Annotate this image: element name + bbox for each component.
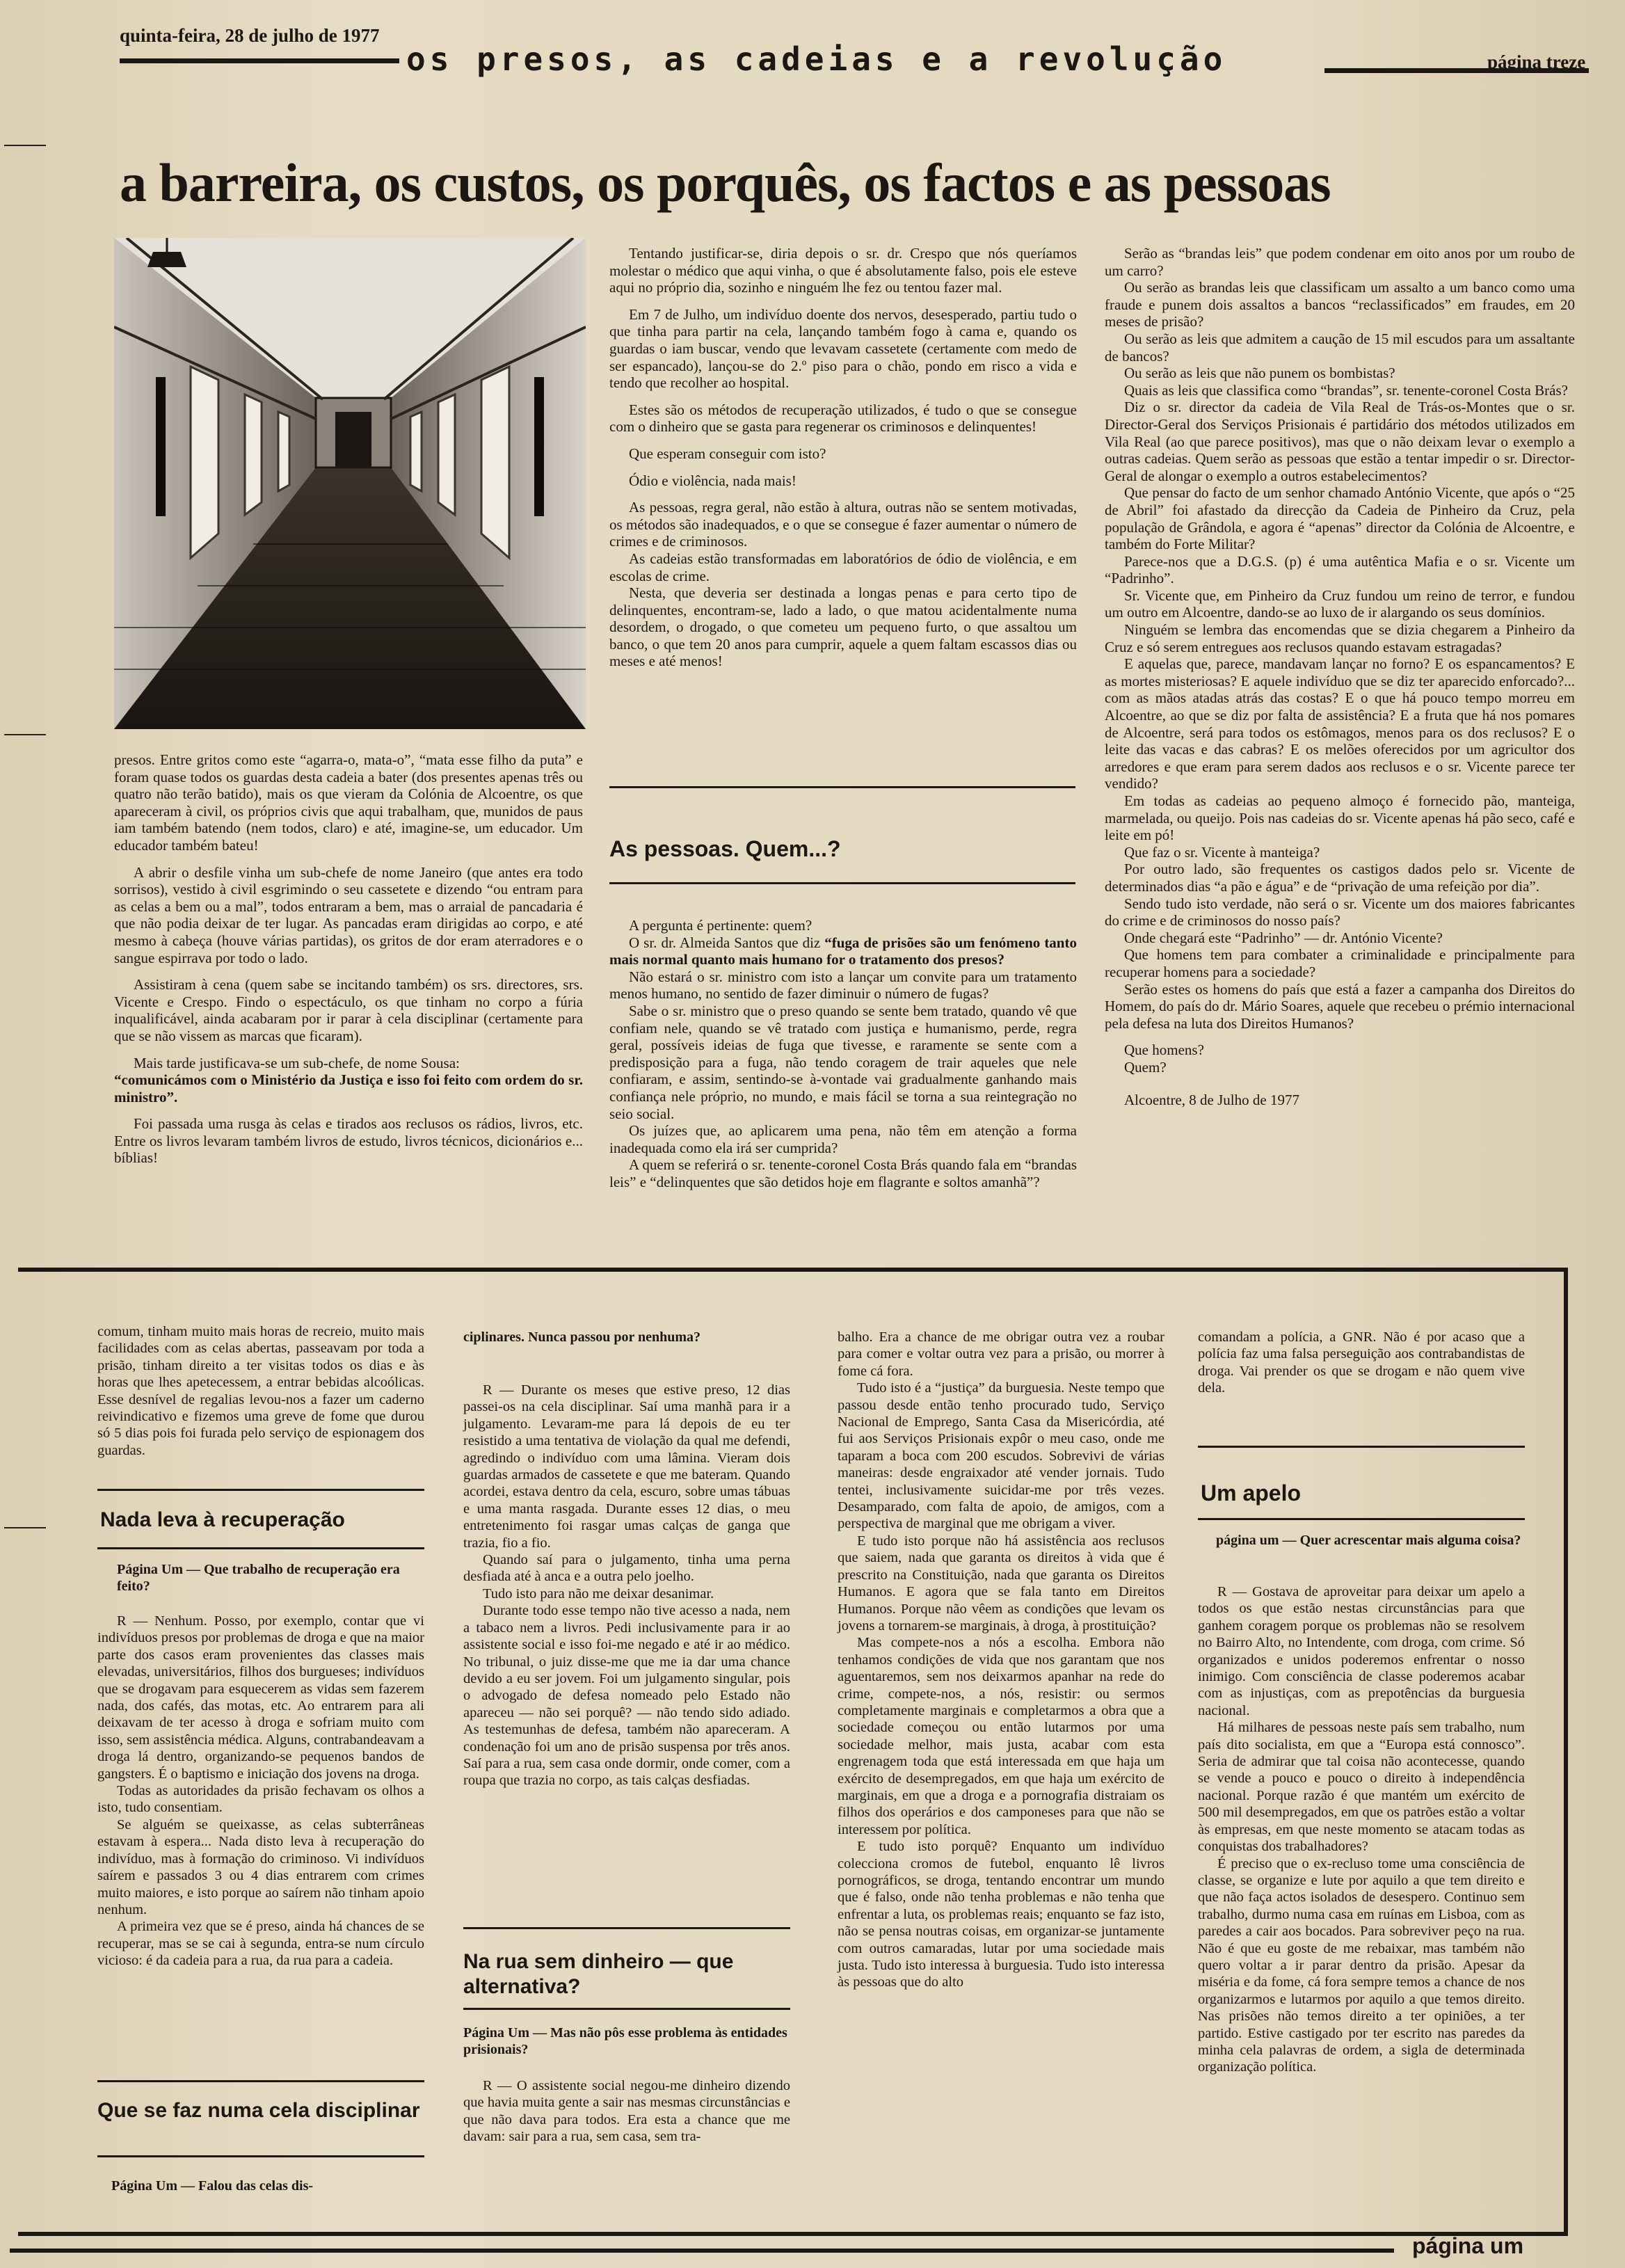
paragraph: Quem? xyxy=(1124,1058,1167,1076)
column-divider xyxy=(463,2008,790,2010)
interview-column-4 xyxy=(1198,1329,1525,1397)
paragraph: R — Nenhum. Posso, por exemplo, contar que vi indivíduos presos por problemas de droga e que na maior parte dos casos eram provenientes das classes mais elevadas, universitários, filhos dos burgueses; indivíduos que se drogavam para esquecerem as vidas sem fazerem nada, dos cafés, das motas, etc. Ao entrarem para ali deixavam de ter acesso à droga e sofriam muito com isso, sem assistência médica. Alguns, contrabandeavam a droga lá dentro, organizando-se pequenos bandos de gangsters. É o baptismo e iniciação dos jovens na droga. xyxy=(97,1613,424,1782)
paragraph: Quais as leis que classifica como “brandas”, sr. tenente-coronel Costa Brás? xyxy=(1124,381,1568,399)
subhead-as-pessoas: As pessoas. Quem...? xyxy=(609,836,841,861)
paragraph: E tudo isto porquê? Enquanto um indivíduo colecciona cromos de futebol, enquanto lê livros pornográficos, se droga, tentando encontrar um mundo que é falso, onde não tenha problemas e não tenha que enfrentar a luta, os problemas reais; enquanto se faz isto, não se pensa noutras coisas, em organizar-se juntamente com outros camaradas, lutar por uma sociedade mais justa. Tudo isto interessa à burguesia. Tudo isto interessa às pessoas que do alto xyxy=(838,1839,1164,1990)
paragraph: Tudo isto é a “justiça” da burguesia. Neste tempo que passou desde então tenho procurado tudo, Serviço Nacional de Emprego, Santa Casa da Misericórdia, até fui aos Serviços Prisionais expôr o meu caso, onde me taparam a boca com 200 escudos. Sobrevivi de várias maneiras: desde engraixador até vender jornais. Tudo tentei, inclusivamente suicidar-me por três vezes. Desamparado, com falta de apoio, de amigos, com a perspectiva de marginal que me obrigam a viver. xyxy=(838,1380,1164,1532)
subhead-na-rua: Na rua sem dinheiro — que alternativa? xyxy=(463,1950,734,1998)
quote-paragraph: “comunicámos com o Ministério da Justiça e isso foi feito com ordem do sr. ministro”. xyxy=(114,1071,583,1105)
paragraph: Foi passada uma rusga às celas e tirados aos reclusos os rádios, livros, etc. Entre os livros levaram também livros de estudo, livros técnicos, dicionários e... bíblias! xyxy=(114,1115,583,1167)
interview-question: página um — Quer acrescentar mais alguma coisa? xyxy=(1216,1533,1521,1548)
paragraph: Em 7 de Julho, um indivíduo doente dos nervos, desesperado, partiu tudo o que tinha para partir na cela, lançando também fogo à cama e, quando os guardas o iam buscar, vendo que levavam cassetete (certamente com medo de ser espancado), lançou-se do 2.º piso para o chão, pondo em risco a vida e tendo que recolher ao hospital. xyxy=(609,305,1077,392)
article-column-3 xyxy=(1105,245,1575,1108)
paragraph: Ou serão as leis que admitem a caução de 15 mil escudos para um assaltante de bancos? xyxy=(1105,330,1575,365)
column-divider xyxy=(609,882,1075,884)
paragraph: Sendo tudo isto verdade, não será o sr. Vicente um dos maiores fabricantes do crime e de criminosos do nosso país? xyxy=(1105,895,1575,929)
interview-question: Página Um — Mas não pôs esse problema às entidades prisionais? xyxy=(463,2025,787,2057)
paragraph: comum, tinham muito mais horas de recreio, muito mais facilidades com as celas abertas, passeavam por toda a prisão, tinham direito a ter visitas todos os dias e às horas que lhes apetecessem, a entrar bebidas alcoólicas. Esse desnível de regalias levou-nos a fazer um caderno reivindicativo e fizemos uma greve de fome que durou só 5 dias pois foi furada pelo serviço de espionagem dos guardas. xyxy=(97,1324,424,1458)
paragraph: Mais tarde justificava-se um sub-chefe, de nome Sousa: xyxy=(134,1054,460,1071)
paragraph: Assistiram à cena (quem sabe se incitando também) os srs. directores, srs. Vicente e Crespo. Findo o espectáculo, os que tinham no corpo a fúria inqualificável, ainda acabaram por ir parar à cela disciplinar (certamente para que se não vissem as marcas que ficaram). xyxy=(114,976,583,1044)
paragraph: R — O assistente social negou-me dinheiro dizendo que havia muita gente a sair nas mesmas circunstâncias e que não dava para todos. Era esta a chance que me davam: sair para a rua, sem casa, sem tra- xyxy=(463,2078,790,2145)
paragraph: balho. Era a chance de me obrigar outra vez a roubar para comer e voltar outra vez para a prisão, ou morrer à fome cá fora. xyxy=(838,1329,1164,1379)
column-divider xyxy=(1198,1518,1525,1520)
paragraph: Tudo isto para não me deixar desanimar. xyxy=(483,1586,714,1602)
paragraph: Que homens tem para combater a criminalidade e principalmente para recuperar homens para a sociedade? xyxy=(1105,946,1575,980)
article-column-1 xyxy=(114,751,583,1167)
paragraph: Em todas as cadeias ao pequeno almoço é fornecido pão, manteiga, marmelada, ou queijo. Pois nas cadeias do sr. Vicente apenas há pão seco, café e leite em pó! xyxy=(1105,792,1575,844)
paragraph: Ódio e violência, nada mais! xyxy=(629,472,797,489)
paragraph: A quem se referirá o sr. tenente-coronel Costa Brás quando fala em “brandas leis” e “delinquentes que são detidos hoje em flagrante e soltos amanhã”? xyxy=(609,1156,1077,1190)
interview-question: ciplinares. Nunca passou por nenhuma? xyxy=(463,1329,701,1345)
paragraph: Há milhares de pessoas neste país sem trabalho, num país dito socialista, em que a “Europa está connosco”. Seria de admirar que tal coisa não acontecesse, quando se vende a pouco e pouco o direito à independência nacional. Porque razão é que mantém um exército de 500 mil desempregados, em que os patrões estão a voltar às empresas, em que neste momento se atacam todas as conquistas dos trabalhadores? xyxy=(1198,1720,1525,1855)
paragraph: Durante todo esse tempo não tive acesso a nada, nem a tabaco nem a livros. Pedi inclusivamente para ir ao assistente social e isso foi-me negado e até ir ao médico. No tribunal, o juiz disse-me que me ia dar uma chance devido a eu ser jovem. Foi um julgamento singular, pois o advogado de defesa nomeado pelo Estado não apareceu — não sei porquê? — não tendo sido adiado. As testemunhas de defesa, também não apareceram. A condenação foi um ano de prisão suspensa por três anos. Saí para a rua, sem casa onde dormir, onde comer, com a roupa que trazia no corpo, as tais calças desfiadas. xyxy=(463,1603,790,1789)
binding-mark xyxy=(4,145,46,146)
paragraph: Sabe o sr. ministro que o preso quando se sente bem tratado, quando vê que confiam nele, quando se vê tratado com justiça e humanismo, perde, regra geral, possíveis ideias de fuga que tivesse, e raramente se sente com a predisposição para a fuga, não tendo coragem de trair aqueles que nele confiaram, e assim, sentindo-se à-vontade vai gradualmente ganhando mais confiança nele próprio, no mundo, e mais fácil se torna a sua reintegração no seio social. xyxy=(609,1002,1077,1122)
column-divider xyxy=(97,1547,424,1549)
column-divider xyxy=(1198,1446,1525,1448)
paragraph: Diz o sr. director da cadeia de Vila Real de Trás-os-Montes que o sr. Director-Geral dos Serviços Prisionais é partidário dos métodos utilizados em Vila Real (ao que parece positivos), mas que o não deixam levar o exemplo a outras cadeias. Quem serão as pessoas que estão a tentar impedir o sr. Director-Geral de alongar o exemplo a outros estabelecimentos? xyxy=(1105,399,1575,484)
column-divider xyxy=(609,786,1075,788)
quote: “fuga de prisões são um fenómeno tanto mais normal quanto mais humano for o tratamento dos presos? xyxy=(609,934,1077,968)
paragraph: Que pensar do facto de um senhor chamado António Vicente, que após o “25 de Abril” foi afastado da direcção da Cadeia de Pinheiro da Cruz, pela população de Grândola, e agora é “apenas” director da Colónia de Alcoentre, e também do Forte Militar? xyxy=(1105,484,1575,553)
paragraph: comandam a polícia, a GNR. Não é por acaso que a polícia faz uma falsa perseguição aos contrabandistas de droga. Vai prender os que se drogam e não quem vive dela. xyxy=(1198,1329,1525,1396)
paragraph: É preciso que o ex-recluso tome uma consciência de classe, se organize e lute por aquilo a que tem direito e que não faça actos isolados de desespero. Continuo sem trabalho, durmo numa casa em ruínas em Lisboa, com as paredes a cair aos bocados. Para sobreviver peço na rua. Não é que eu goste de me rebaixar, mas também não quero voltar a ir parar dentro da prisão. Apesar da miséria e da fome, cá fora sempre temos a chance de nos organizarmos e lutarmos por aquilo a que temos direito. Nas prisões não temos direito a ter opiniões, a ter partido. Estive castigado por ter escrito nas paredes da minha cela palavras de ordem, a sigla de determinada organização política. xyxy=(1198,1855,1525,2075)
paragraph: Serão estes os homens do país que está a fazer a campanha dos Direitos do Homem, do país do dr. Mário Soares, aquele que recebeu o prémio internacional pela defesa na luta dos Direitos Humanos? xyxy=(1105,980,1575,1032)
subhead-nada-leva: Nada leva à recuperação xyxy=(100,1508,345,1531)
paragraph: E tudo isto porque não há assistência aos reclusos que saiem, nada que garanta os direitos à vida que é prescrito na Constituição, nada que garanta os Direitos Humanos. E agora que se fala tanto em Direitos Humanos. Porque não vêem as condições que levam os jovens a tornarem-se marginais, à droga, à prostituição? xyxy=(838,1533,1164,1634)
headline: a barreira, os custos, os porquês, os factos e as pessoas xyxy=(120,152,1331,213)
paragraph: Que faz o sr. Vicente à manteiga? xyxy=(1124,843,1320,861)
subhead-cela-disciplinar: Que se faz numa cela disciplinar xyxy=(97,2099,420,2122)
paragraph: E aquelas que, parece, mandavam lançar no forno? E os espancamentos? E as mortes misteriosas? E aquele indivíduo que se diz ter aparecido enforcado?... com as mãos atadas atrás das costas? E o que há pouco tempo morreu em Alcoentre, ao que se diz por falta de assistência? E a fruta que há nos pomares de Alcoentre, será para todos os estômagos, menos para os dos reclusos? E o leite das vacas e das cabras? E os melões oferecidos por um agricultor dos arredores e que eram para serem dados aos reclusos e o sr. Vicente parece ter vendido? xyxy=(1105,655,1575,792)
subhead-um-apelo: Um apelo xyxy=(1201,1480,1302,1506)
paragraph: Ou serão as leis que não punem os bombistas? xyxy=(1124,365,1395,382)
header-rule-left xyxy=(120,58,399,63)
paragraph: As pessoas, regra geral, não estão à altura, outras não se sentem motivadas, os métodos são inadequados, e o que se consegue é fazer aumentar o número de crimes e de criminosos. xyxy=(609,499,1077,550)
prison-corridor-photo xyxy=(114,238,586,729)
paragraph: Mas compete-nos a nós a escolha. Embora não tenhamos condições de vida que nos garantam que nos aguentaremos, sem nos deixarmos apanhar na rede do crime, compete-nos, a nós, resistir: ou sermos completamente marginais e completarmos a obra que a sociedade começou ou então lutarmos por uma sociedade melhor, mais justa, acabar com esta engrenagem toda que está interessada em que haja um exército de desempregados, em que haja um exército de marginais, em que a droga e a pornografia distraiam os filhos dos operários e dos camponeses para que não se interessem por política. xyxy=(838,1635,1164,1837)
article-column-2 xyxy=(609,245,1077,670)
paragraph: Nesta, que deveria ser destinada a longas penas e para certo tipo de delinquentes, encontram-se, lado a lado, o que matou acidentalmente numa desordem, o drogado, o que cometeu um pequeno furto, o que assaltou um banco, o que tem 20 anos para cumprir, aquele a quem faltam escassos dias ou meses e até menos! xyxy=(609,584,1077,670)
interview-column-1-answers xyxy=(97,1613,424,1970)
paragraph: Os juízes que, ao aplicarem uma pena, não têm em atenção a forma inadequada como ela irá ser cumprida? xyxy=(609,1122,1077,1156)
interview-column-1 xyxy=(97,1323,424,1459)
paragraph: As cadeias estão transformadas em laboratórios de ódio de violência, e em escolas de crime. xyxy=(609,550,1077,584)
paragraph: Que homens? xyxy=(1124,1041,1204,1059)
paragraph: Se alguém se queixasse, as celas subterrâneas estavam à espera... Nada disto leva à recuperação do indivíduo, mas à formação do criminoso. Vi indivíduos saírem e passados 3 ou 4 dias entrarem com crimes muito maiores, e isto porque ao saírem não tinham apoio nenhum. xyxy=(97,1816,424,1917)
paragraph: Onde chegará este “Padrinho” — dr. António Vicente? xyxy=(1124,929,1443,946)
paragraph: Não estará o sr. ministro com isto a lançar um convite para um tratamento menos humano, no sentido de fazer diminuir o número de fugas? xyxy=(609,968,1077,1003)
column-divider xyxy=(97,1489,424,1491)
interview-column-4-answers xyxy=(1198,1583,1525,2076)
page-number: página treze xyxy=(1487,51,1586,72)
interview-column-3 xyxy=(838,1329,1164,1991)
binding-mark xyxy=(4,734,46,735)
dateline: Alcoentre, 8 de Julho de 1977 xyxy=(1124,1091,1299,1108)
paragraph: Por outro lado, são frequentes os castigos dados pelo sr. Vicente de determinados dias “a pão e água” e de “privação de uma refeição por dia”. xyxy=(1105,861,1575,895)
paragraph: Estes são os métodos de recuperação utilizados, é tudo o que se consegue com o dinheiro que se gasta para regenerar os criminosos e delinquentes! xyxy=(609,401,1077,436)
paragraph: A primeira vez que se é preso, ainda há chances de se recuperar, mas se se cai à segunda, entra-se num círculo vicioso: é da cadeia para a rua, da rua para a cadeia. xyxy=(97,1919,424,1969)
section-title: os presos, as cadeias e a revolução xyxy=(406,40,1227,78)
interview-question: Página Um — Falou das celas dis- xyxy=(111,2178,314,2194)
paragraph: Ninguém se lembra das encomendas que se dizia chegarem a Pinheiro da Cruz e só serem entregues aos reclusos quando estavam estragadas? xyxy=(1105,621,1575,655)
paragraph: Que esperam conseguir com isto? xyxy=(629,445,826,462)
article-column-2-lower xyxy=(609,917,1077,1191)
interview-column-2-tail xyxy=(463,2077,790,2146)
column-divider xyxy=(97,2080,424,2082)
paragraph: A abrir o desfile vinha um sub-chefe de nome Janeiro (que antes era todo sorrisos), vestido à civil esgrimindo o seu cassetete e dizendo “ou entram para as celas a bem ou a mal”, todos entraram a bem, mas o arraial de pancadaria é que não podia deixar de ter lugar. As pancadas eram dirigidas ao corpo, e até mesmo à cabeça (houve várias partidas), os gritos de dor eram aterradores e o sangue espirrava por todo o lado. xyxy=(114,863,583,966)
paragraph: Todas as autoridades da prisão fechavam os olhos a isto, tudo consentiam. xyxy=(97,1783,424,1816)
paragraph: Quando saí para o julgamento, tinha uma perna desfiada até à anca e a outra pelo joelho. xyxy=(463,1552,790,1585)
paragraph: R — Gostava de aproveitar para deixar um apelo a todos os que estão nestas circunstâncias para que ganhem coragem porque os problemas não se resolvem no Bairro Alto, no Intendente, com droga, com crime. Só organizados e unidos poderemos enfrentar o nosso inimigo. Com consciência de classe poderemos acabar com as injustiças, com as prepotências da burguesia nacional. xyxy=(1198,1584,1525,1718)
column-divider xyxy=(463,1927,790,1929)
paragraph: Parece-nos que a D.G.S. (p) é uma autêntica Mafia e o sr. Vicente um “Padrinho”. xyxy=(1105,552,1575,587)
issue-date: quinta-feira, 28 de julho de 1977 xyxy=(120,25,380,46)
paragraph: A pergunta é pertinente: quem? xyxy=(629,917,812,934)
footer-rule xyxy=(10,2249,1394,2253)
paragraph: Sr. Vicente que, em Pinheiro da Cruz fundou um reino de terror, e fundou um outro em Alcoentre, dando-se ao luxo de ir alargando os seus domínios. xyxy=(1105,586,1575,621)
column-divider xyxy=(97,2155,424,2157)
paragraph: Ou serão as brandas leis que classificam um assalto a um banco como uma fraude e punem dois assaltos a bancos “reclassificados” em fraudes, em 20 meses de prisão? xyxy=(1105,279,1575,330)
paragraph: presos. Entre gritos como este “agarra-o, mata-o”, “mata esse filho da puta” e foram quase todos os guardas desta cadeia a bater (dos presentes apenas três ou quatro não terão batido), mais os que vieram da Colónia de Alcoentre, os que apareceram à civil, os próprios civis que aqui trabalham, que, munidos de paus iam também batendo (nem todos, claro) e até, imagine-se, um educador. Um educador também bateu! xyxy=(114,751,583,854)
prison-corridor-image xyxy=(114,238,586,729)
interview-question: Página Um — Que trabalho de recuperação era feito? xyxy=(117,1562,400,1594)
paragraph: Serão as “brandas leis” que podem condenar em oito anos por um roubo de um carro? xyxy=(1105,245,1575,279)
paragraph: Tentando justificar-se, diria depois o sr. dr. Crespo que nós queríamos molestar o médico que aqui vinha, o que é absolutamente falso, pois ele esteve aqui no próprio dia, sozinho e ninguém lhe fez ou tentou fazer mal. xyxy=(609,245,1077,296)
paragraph: O sr. dr. Almeida Santos que diz xyxy=(629,934,825,951)
interview-column-2 xyxy=(463,1382,790,1789)
paragraph: R — Durante os meses que estive preso, 12 dias passei-os na cela disciplinar. Saí uma manhã para ir a julgamento. Levaram-me para lá depois de eu ter resistido a uma tentativa de violação da qual me defendi, agredindo o indivíduo com uma lâmina. Vieram dois guardas armados de cassetete e que me bateram. Quando acordei, estava dentro da cela, escuro, sobre umas tábuas e uma manta rasgada. Durante esses 12 dias, o meu entretenimento foi rasgar umas calças de ganga que trazia, fio a fio. xyxy=(463,1382,790,1551)
footer-brand: página um xyxy=(1412,2233,1524,2258)
